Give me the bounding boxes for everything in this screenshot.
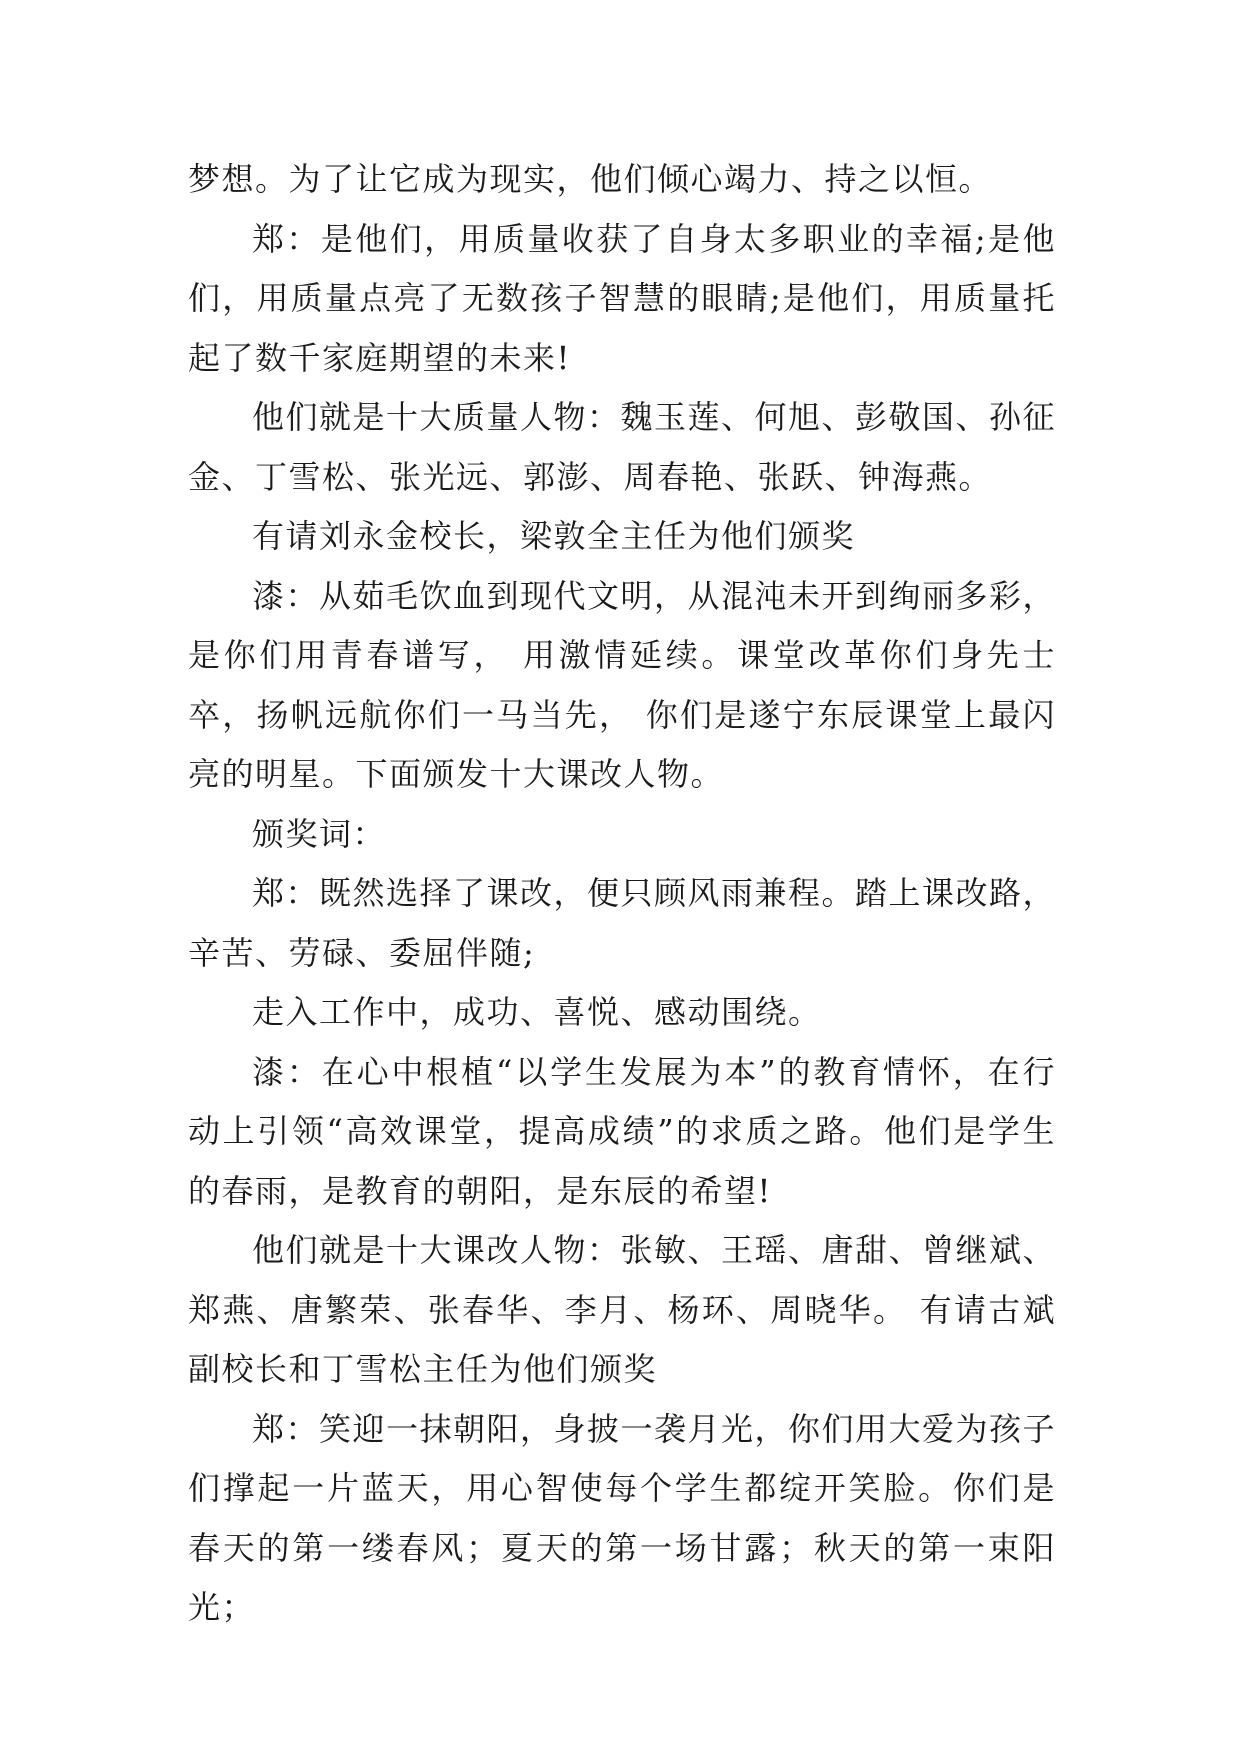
paragraph-8: 走入工作中，成功、喜悦、感动围绕。 [252,993,822,1031]
paragraph-6: 颁奖词： [252,814,387,853]
paragraph-9: 漆：在心中根植“以学生发展为本”的教育情怀，在行动上引领“高效课堂，提高成绩”的求质之路。他们是学生的春雨，是教育的朝阳，是东辰的希望! [188,1052,1056,1210]
paragraph-3: 他们就是十大质量人物：魏玉莲、何旭、彭敬国、孙征金、丁雪松、张光远、郭澎、周春艳、张跃、钟海燕。 [188,398,1057,496]
paragraph-7: 郑：既然选择了课改，便只顾风雨兼程。踏上课改路，辛苦、劳碌、委屈伴随; [188,874,1057,972]
paragraph-4: 有请刘永金校长，梁敦全主任为他们颁奖 [252,517,856,555]
paragraph-1: 梦想。为了让它成为现实，他们倾心竭力、持之以恒。 [188,160,993,198]
document-body [188,150,1056,1638]
paragraph-11: 郑：笑迎一抹朝阳，身披一袭月光，你们用大爱为孩子们撑起一片蓝天，用心智使每个学生都绽开笑脸。你们是春天的第一缕春风；夏天的第一场甘露；秋天的第一束阳光； [188,1409,1057,1626]
paragraph-5: 漆：从茹毛饮血到现代文明，从混沌未开到绚丽多彩，是你们用青春谱写， 用激情延续。课堂改革你们身先士卒，扬帆远航你们一马当先， 你们是遂宁东辰课堂上最闪亮的明星。下面颁发十大课改人物。 [188,576,1057,793]
paragraph-10: 他们就是十大课改人物：张敏、王瑶、唐甜、曾继斌、郑燕、唐繁荣、张春华、李月、杨环、周晓华。 有请古斌副校长和丁雪松主任为他们颁奖 [188,1231,1057,1388]
paragraph-2: 郑：是他们，用质量收获了自身太多职业的幸福;是他们，用质量点亮了无数孩子智慧的眼睛;是他们，用质量托起了数千家庭期望的未来! [188,219,1056,377]
